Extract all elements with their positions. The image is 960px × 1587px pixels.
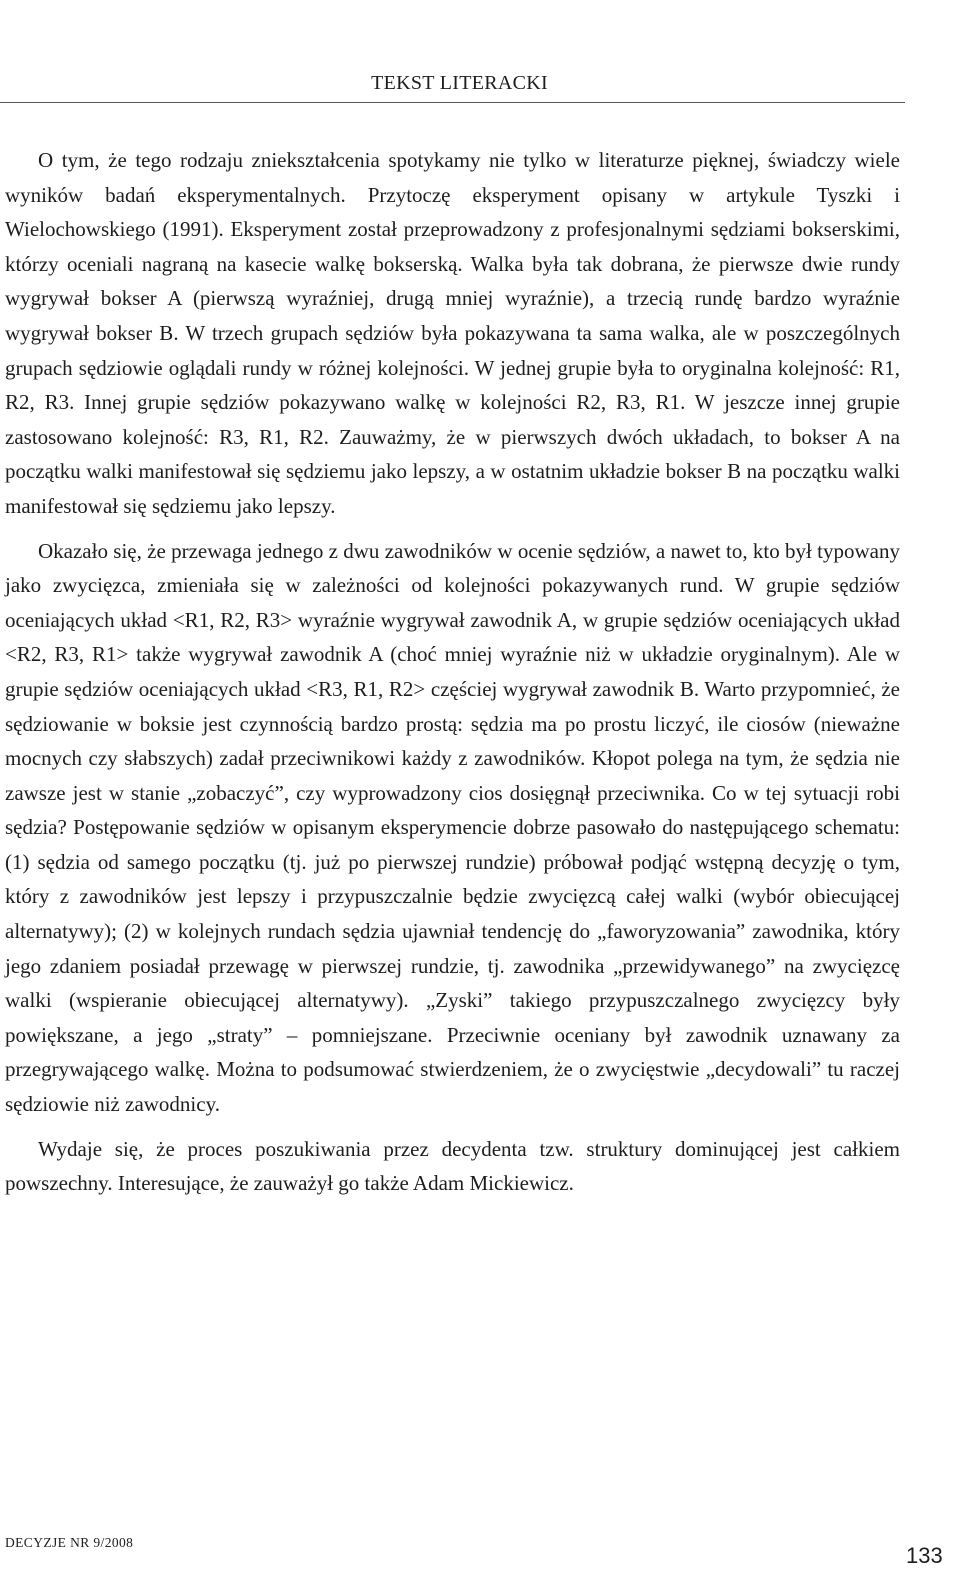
- paragraph-conclusion: Wydaje się, że proces poszukiwania przez decydenta tzw. struktury dominującej jest całkiem powszechny. Interesujące, że zauważył go także Adam Mickiewicz.: [5, 1136, 900, 1196]
- page-number: 133: [906, 1543, 943, 1568]
- article-body: [5, 143, 900, 1201]
- running-header-section-title: TEKST LITERACKI: [371, 72, 548, 94]
- header-divider: [0, 102, 905, 103]
- footer-journal-issue: DECYZJE NR 9/2008: [5, 1535, 134, 1550]
- paragraph-experiment-results: Okazało się, że przewaga jednego z dwu zawodników w ocenie sędziów, a nawet to, kto był typowany jako zwycięzca, zmieniała się w zależności od kolejności pokazywanych rund. W grupie sędziów oceniających układ <R1, R2, R3> wyraźnie wygrywał zawodnik A, w grupie sędziów oceniających układ <R2, R3, R1> także wygrywał zawodnik A (choć mniej wyraźnie niż w układzie oryginalnym). Ale w grupie sędziów oceniających układ <R3, R1, R2> częściej wygrywał zawodnik B. Warto przypomnieć, że sędziowanie w boksie jest czynnością bardzo prostą: sędzia ma po prostu liczyć, ile ciosów (nieważne mocnych czy słabszych) zadał przeciwnikowi każdy z zawodników. Kłopot polega na tym, że sędzia nie zawsze jest w stanie „zobaczyć”, czy wyprowadzony cios dosięgnął przeciwnika. Co w tej sytuacji robi sędzia? Postępowanie sędziów w opisanym eksperymencie dobrze pasowało do następującego schematu: (1) sędzia od samego początku (tj. już po pierwszej rundzie) próbował podjąć wstępną decyzję o tym, który z zawodników jest lepszy i przypuszczalnie będzie zwycięzcą całej walki (wybór obiecującej alternatywy); (2) w kolejnych rundach sędzia ujawniał tendencję do „faworyzowania” zawodnika, który jego zdaniem posiadał przewagę w pierwszej rundzie, tj. zawodnika „przewidywanego” na zwycięzcę walki (wspieranie obiecującej alternatywy). „Zyski” takiego przypuszczalnego zwycięzcy były powiększane, a jego „straty” – pomniejszane. Przeciwnie oceniany był zawodnik uznawany za przegrywającego walkę. Można to podsumować stwierdzeniem, że o zwycięstwie „decydowali” tu raczej sędziowie niż zawodnicy.: [5, 538, 900, 1117]
- paragraph-experiment-description: O tym, że tego rodzaju zniekształcenia spotykamy nie tylko w literaturze pięknej, świadczy wiele wyników badań eksperymentalnych. Przytoczę eksperyment opisany w artykule Tyszki i Wielochowskiego (1991). Eksperyment został przeprowadzony z profesjonalnymi sędziami bokserskimi, którzy oceniali nagraną na kasecie walkę bokserską. Walka była tak dobrana, że pierwsze dwie rundy wygrywał bokser A (pierwszą wyraźniej, drugą mniej wyraźnie), a trzecią rundę bardzo wyraźnie wygrywał bokser B. W trzech grupach sędziów była pokazywana ta sama walka, ale w poszczególnych grupach sędziowie oglądali rundy w różnej kolejności. W jednej grupie była to oryginalna kolejność: R1, R2, R3. Innej grupie sędziów pokazywano walkę w kolejności R2, R3, R1. W jeszcze innej grupie zastosowano kolejność: R3, R1, R2. Zauważmy, że w pierwszych dwóch układach, to bokser A na początku walki manifestował się sędziemu jako lepszy, a w ostatnim układzie bokser B na początku walki manifestował się sędziemu jako lepszy.: [5, 148, 900, 518]
